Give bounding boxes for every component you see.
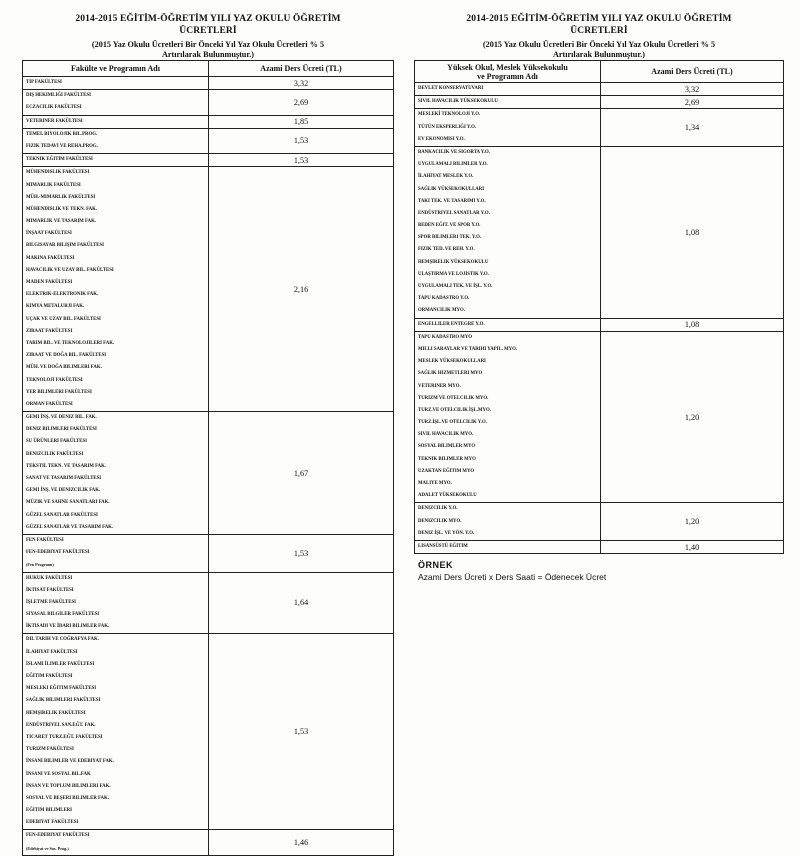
- program-name: GÜZEL SANATLAR FAKÜLTESI: [26, 512, 98, 518]
- program-name: FEN-EDEBIYAT FAKÜLTESI: [26, 550, 90, 556]
- program-name: SOSYAL BILIMLER MYO: [418, 444, 476, 450]
- program-name: MÜH. VE DOĞA BILIMLERI FAK.: [26, 365, 102, 371]
- program-name: SIVIL HAVACILIK MYO.: [418, 432, 474, 438]
- table-row: [415, 109, 784, 147]
- fee-value: 1,53: [209, 128, 394, 153]
- program-name: DIŞ HEKIMLIĞI FAKÜLTESI: [26, 93, 92, 99]
- program-name: TEMEL BIYOLOJIK BIL.PROG.: [26, 131, 98, 137]
- program-names-cell: [415, 96, 601, 109]
- table-row: [415, 318, 784, 331]
- program-name: ZIRAAT VE DOĞA BIL. FAKÜLTESI: [26, 353, 107, 359]
- program-name: SU ÜRÜNLERI FAKÜLTESI: [26, 439, 88, 445]
- program-name: TEKNOLOJI FAKÜLTESI: [26, 377, 83, 383]
- program-name: SAĞLIK YÜKSEKOKULLARI: [418, 186, 485, 192]
- table-row: [23, 90, 394, 115]
- program-name: SIVIL HAVACILIK YÜKSEKOKULU: [418, 99, 498, 105]
- program-name: YER BILIMLERI FAKÜLTESI: [26, 389, 92, 395]
- program-names-cell: [23, 534, 209, 572]
- program-names-cell: [415, 540, 601, 553]
- program-name: İLAHIYAT MESLEK Y.O.: [418, 174, 474, 180]
- school-fee-table: [414, 60, 784, 554]
- table-row: [23, 167, 394, 412]
- fee-value: 1,53: [209, 154, 394, 167]
- program-name: GEMI İNŞ. VE DENIZCILIK FAK.: [26, 488, 101, 494]
- table-row: [415, 331, 784, 503]
- program-name: ELEKTRIK-ELEKTRONIK FAK.: [26, 292, 99, 298]
- column-header-fee: Azami Ders Ücreti (TL): [601, 61, 784, 83]
- fee-value: 1,53: [209, 534, 394, 572]
- fee-value: 3,32: [209, 77, 394, 90]
- fee-value: 2,69: [601, 96, 784, 109]
- table-row: [23, 830, 394, 855]
- program-name: ORMAN FAKÜLTESI: [26, 401, 73, 407]
- program-name: BILGISAYAR BILIŞIM FAKÜLTESI: [26, 243, 105, 249]
- program-name: UZAKTAN EĞITIM MYO: [418, 468, 475, 474]
- fee-value: 1,46: [209, 830, 394, 855]
- program-name: SOSYAL VE BEŞERI BILIMLER FAK.: [26, 795, 109, 801]
- table-row: [23, 572, 394, 634]
- table-row: [415, 83, 784, 96]
- fee-value: 1,53: [209, 634, 394, 830]
- program-name: GÜZEL SANATLAR VE TASARIM FAK.: [26, 524, 114, 530]
- table-row: [23, 128, 394, 153]
- program-name: EV EKONOMISI Y.O.: [418, 136, 465, 142]
- program-name: ADALET YÜKSEKOKULU: [418, 493, 477, 499]
- fee-value: 1,34: [601, 109, 784, 147]
- table-row: [23, 115, 394, 128]
- example-formula: Azami Ders Ücreti x Ders Saati = Ödenecek Ücret: [418, 572, 607, 583]
- program-name: FIZIK TEDAVI VE REHA.PROG.: [26, 143, 98, 149]
- program-name: MÜHENDISLIK VE TEKN. FAK.: [26, 206, 98, 212]
- program-note: (Fen Programı): [26, 562, 54, 568]
- program-name: GEMI İNŞ. VE DENIZ BIL. FAK.: [26, 415, 97, 421]
- program-name: SPOR BILIMLERI TEK. Y.O.: [418, 235, 481, 241]
- program-note: (Edebiyat ve Sos. Prog.): [26, 845, 69, 851]
- fee-value: 1,20: [601, 331, 784, 503]
- program-name: FEN FAKÜLTESI: [26, 537, 64, 543]
- program-name: ENDÜSTRIYEL SANATLAR Y.O.: [418, 210, 490, 216]
- program-name: LISANSÜSTÜ EĞITIM: [418, 543, 468, 549]
- program-name: TICARET TURZ.EĞT. FAKÜLTESI: [26, 734, 103, 740]
- table-row: [415, 503, 784, 541]
- program-name: FIZIK TED. VE REH. Y.O.: [418, 247, 475, 253]
- program-name: TAPU KADASTRO Y.O.: [418, 296, 470, 302]
- left-header: [22, 13, 394, 60]
- column-header-school: Yüksek Okul, Meslek Yüksekokulu ve Programın Adı: [415, 61, 601, 83]
- program-names-cell: [23, 830, 209, 855]
- program-name: HAVACILIK VE UZAY BIL. FAKÜLTESI: [26, 267, 114, 273]
- fee-value: 1,40: [601, 540, 784, 553]
- faculty-fee-table: [22, 60, 394, 856]
- right-title: 2014-2015 EĞİTİM-ÖĞRETİM YILI YAZ OKULU ÖĞRETİM ÜCRETLERİ: [466, 14, 732, 36]
- program-name: ENGELLILER ENTEGRE Y.O.: [418, 321, 485, 327]
- left-title: 2014-2015 EĞİTİM-ÖĞRETİM YILI YAZ OKULU ÖĞRETİM ÜCRETLERİ: [75, 14, 341, 36]
- program-name: MAKINA FAKÜLTESI: [26, 255, 75, 261]
- program-name: UYGULAMALI BILIMLER Y.O.: [418, 162, 488, 168]
- program-name: DENIZCILIK MYO.: [418, 518, 462, 524]
- program-name: İLAHIYAT FAKÜLTESI: [26, 649, 78, 655]
- program-name: TARIM BIL. VE TEKNOLOJILERI FAK.: [26, 340, 115, 346]
- right-header: [414, 13, 784, 60]
- program-name: SAĞLIK HIZMETLERI MYO: [418, 371, 483, 377]
- program-name: HEMŞIRELIK YÜKSEKOKULU: [418, 259, 489, 265]
- fee-value: 1,85: [209, 115, 394, 128]
- table-row: [23, 412, 394, 535]
- program-name: İNSAN VE TOPLUM BILIMLERI FAK.: [26, 783, 111, 789]
- fee-value: 2,69: [209, 90, 394, 115]
- fee-value: 1,67: [209, 412, 394, 535]
- program-names-cell: [415, 503, 601, 541]
- program-name: ECZACILIK FAKÜLTESI: [26, 105, 82, 111]
- table-row: [415, 146, 784, 318]
- right-column: [414, 0, 784, 582]
- program-name: ENDÜSTRIYEL SAN.EĞT. FAK.: [26, 722, 96, 728]
- program-names-cell: [23, 634, 209, 830]
- program-name: FEN-EDEBIYAT FAKÜLTESI: [26, 833, 90, 839]
- program-name: UÇAK VE UZAY BIL. FAKÜLTESI: [26, 316, 101, 322]
- program-name: TIP FAKÜLTESI: [26, 80, 62, 85]
- table-row: [23, 154, 394, 167]
- program-name: TURIZM VE OTELCILIK MYO.: [418, 395, 489, 401]
- program-names-cell: [23, 90, 209, 115]
- table-row: [23, 77, 394, 90]
- program-name: DIL TARIH VE COĞRAFYA FAK.: [26, 637, 99, 643]
- program-name: İKTISAT FAKÜLTESI: [26, 587, 74, 593]
- table-row: [23, 634, 394, 830]
- program-name: EĞITIM BILIMLERI: [26, 808, 72, 814]
- program-name: BEDEN EĞIT. VE SPOR Y.O.: [418, 223, 481, 229]
- fee-value: 1,08: [601, 146, 784, 318]
- column-header-faculty: Fakülte ve Programın Adı: [23, 61, 209, 77]
- program-name: VETERINER FAKÜLTESI: [26, 118, 83, 124]
- program-name: TURIZM FAKÜLTESI: [26, 747, 74, 753]
- fee-value: 2,16: [209, 167, 394, 412]
- program-names-cell: [23, 412, 209, 535]
- program-name: SIYASAL BILGILER FAKÜLTESI: [26, 612, 100, 618]
- program-name: MESLEK YÜKSEKOKULLARI: [418, 359, 486, 365]
- fee-value: 1,20: [601, 503, 784, 541]
- program-name: EDEBIYAT FAKÜLTESI: [26, 820, 79, 826]
- program-name: KIMYA METALURJI FAK.: [26, 304, 85, 310]
- program-names-cell: [415, 146, 601, 318]
- column-header-fee: Azami Ders Ücreti (TL): [209, 61, 394, 77]
- program-names-cell: [23, 128, 209, 153]
- program-names-cell: [23, 167, 209, 412]
- program-name: DENIZCILIK FAKÜLTESI: [26, 451, 84, 457]
- program-name: VETERINER MYO.: [418, 383, 461, 389]
- program-names-cell: [23, 154, 209, 167]
- faculty-fee-rows: [23, 77, 394, 856]
- program-name: İNŞAAT FAKÜLTESI: [26, 231, 72, 237]
- program-name: MÜHENDISLIK FAKÜLTESI: [26, 170, 90, 176]
- program-names-cell: [415, 318, 601, 331]
- program-name: TAPU KADASTRO MYO: [418, 334, 473, 340]
- program-name: ZIRAAT FAKÜLTESI: [26, 328, 73, 334]
- program-names-cell: [23, 77, 209, 90]
- program-name: İNSANI BILIMLER VE EDEBIYAT FAK.: [26, 759, 114, 765]
- program-name: ORMANCILIK MYO.: [418, 308, 465, 314]
- program-name: TEKNIK EĞITIM FAKÜLTESI: [26, 157, 93, 163]
- program-name: EĞITIM FAKÜLTESI: [26, 674, 73, 679]
- left-subtitle: (2015 Yaz Okulu Ücretleri Bir Önceki Yıl Yaz Okulu Ücretleri % 5 Artırılarak Bulunmuştur.): [91, 40, 325, 59]
- program-name: TEKNIK BILIMLER MYO: [418, 456, 476, 462]
- example-title: ÖRNEK: [418, 560, 454, 571]
- program-name: İNSANI VE SOSYAL BIL.FAK: [26, 771, 91, 777]
- program-names-cell: [415, 109, 601, 147]
- program-names-cell: [415, 331, 601, 503]
- program-name: MALIYE MYO.: [418, 481, 452, 486]
- program-name: MIMARLIK VE TASARIM FAK.: [26, 219, 97, 225]
- program-name: İŞLETME FAKÜLTESI: [26, 599, 76, 605]
- table-row: [415, 540, 784, 553]
- school-fee-rows: [415, 83, 784, 554]
- program-name: MADEN FAKÜLTESI: [26, 280, 73, 285]
- program-names-cell: [23, 572, 209, 634]
- program-name: MÜZIK VE SAHNE SANATLARI FAK.: [26, 500, 110, 506]
- program-name: SAĞLIK BILIMLERI FAKÜLTESI: [26, 698, 101, 704]
- program-name: SANAT VE TASARIM FAKÜLTESI: [26, 476, 102, 481]
- program-name: DENIZCILIK Y.O.: [418, 506, 458, 512]
- program-name: HUKUK FAKÜLTESI: [26, 575, 73, 581]
- program-name: TURZ.VE OTELCILIK İŞL.MYO.: [418, 407, 491, 413]
- program-name: DEVLET KONSERVATUVARI: [418, 86, 484, 91]
- program-names-cell: [415, 83, 601, 96]
- program-name: ULAŞTIRMA VE LOJISTIK Y.O.: [418, 271, 489, 277]
- program-names-cell: [23, 115, 209, 128]
- program-name: TURZ.İŞL.VE OTELCILIK Y.O.: [418, 420, 487, 426]
- program-name: MIMARLIK FAKÜLTESI: [26, 182, 81, 188]
- program-name: DENIZ İŞL. VE YÖN. Y.O.: [418, 530, 475, 536]
- program-name: MESLEKI EĞITIM FAKÜLTESI: [26, 686, 97, 692]
- table-row: [23, 534, 394, 572]
- program-name: TAKI TEK. VE TASARIMI Y.O.: [418, 198, 486, 204]
- program-name: TEKSTIL TEKN. VE TASARIM FAK.: [26, 463, 107, 469]
- program-name: DENIZ BILIMLERI FAKÜLTESI: [26, 427, 97, 433]
- right-subtitle: (2015 Yaz Okulu Ücretleri Bir Önceki Yıl Yaz Okulu Ücretleri % 5 Artırılarak Bulunmuştur.): [482, 40, 716, 59]
- program-name: MÜH.-MIMARLIK FAKÜLTESI: [26, 194, 96, 200]
- program-name: İKTISADI VE İDARI BILIMLER FAK.: [26, 624, 110, 630]
- program-name: HEMŞIRELIK FAKÜLTESI: [26, 710, 86, 716]
- program-name: MESLEKÎ TEKNOLOJI Y.O.: [418, 112, 481, 118]
- fee-value: 1,64: [209, 572, 394, 634]
- program-name: BANKACILIK VE SIGORTA Y.O.: [418, 149, 490, 155]
- left-column: [22, 0, 394, 856]
- fee-value: 3,32: [601, 83, 784, 96]
- program-name: MILLI SARAYLAR VE TARIHI YAPIL. MYO.: [418, 346, 518, 352]
- program-name: UYGULAMALI TEK. VE İŞL. Y.O.: [418, 284, 493, 289]
- program-name: TÜTÜN EKSPERLIĞI Y.O.: [418, 124, 477, 130]
- table-row: [415, 96, 784, 109]
- program-name: İSLAMI İLIMLER FAKÜLTESI: [26, 661, 95, 667]
- fee-value: 1,08: [601, 318, 784, 331]
